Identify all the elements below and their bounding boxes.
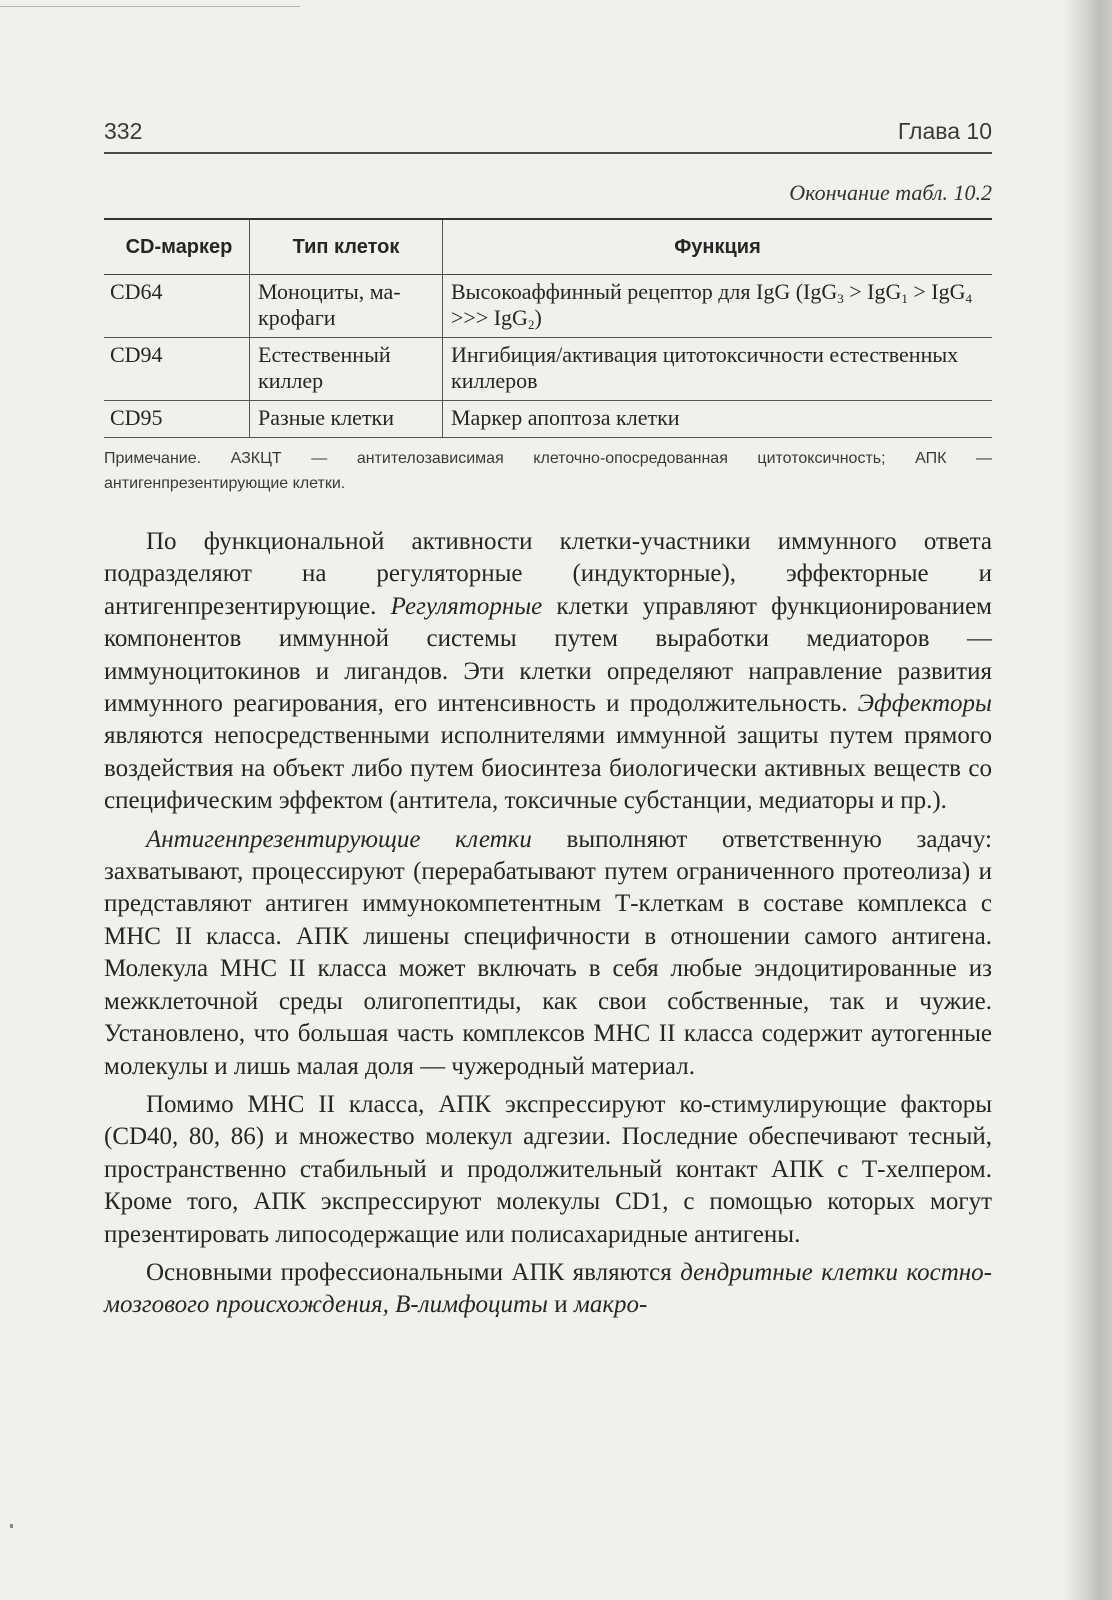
page-gutter-shadow (1062, 0, 1112, 1600)
paragraph (104, 526, 992, 818)
function-text: >>> IgG (451, 305, 528, 330)
emphasis-term: макро- (573, 1291, 648, 1319)
cell-marker: CD95 (104, 401, 250, 438)
emphasis-term: Регуляторные (390, 592, 543, 620)
emphasis-term: Эффекторы (857, 690, 992, 718)
paragraph (104, 824, 992, 1083)
table-row (104, 275, 992, 338)
column-header-function: Функция (443, 219, 993, 275)
column-header-marker: CD-маркер (104, 219, 250, 275)
function-text: > IgG (913, 279, 966, 304)
text-run: являются непосредственными исполнителями иммунной защиты путем прямого воздействия на объект либо путем биосинтеза биологически активных веществ со специфическим эффектом (антитела, токсичные субстанции, медиаторы и пр.). (104, 722, 992, 815)
top-edge-line (0, 6, 300, 7)
cell-function: Ингибиция/активация цитотоксичности естественных киллеров (443, 338, 993, 401)
text-run: выполняют ответственную задачу: захватывают, процессируют (перерабатывают путем ограниченного протеолиза) и представляют антиген иммунокомпетентным Т-клеткам в составе комплекса с МНС II класса. АПК лишены специфичности в отношении самого антигена. Молекула МНС II класса может включать в себя любые эндоцитированные из межклеточной среды олигопептиды, как свои собственные, так и чужие. Установлено, что большая часть комплексов МНС II класса содержит аутогенные молекулы и лишь малая доля — чужеродный материал. (104, 825, 992, 1080)
subscript: 2 (527, 317, 535, 332)
function-text: > IgG (849, 279, 902, 304)
chapter-title: Глава 10 (897, 118, 992, 144)
running-head (104, 118, 992, 145)
table-row (104, 338, 992, 401)
subscript: 4 (965, 291, 973, 306)
cell-function (443, 275, 993, 338)
header-rule (104, 152, 992, 154)
emphasis-term: дендритные клетки костно-мозгового происхождения, В-лимфоциты (104, 1258, 992, 1319)
scan-speck (10, 1524, 13, 1528)
paragraph: Помимо МНС II класса, АПК экспрессируют ко-стимулирующие факторы (CD40, 80, 86) и множество молекул адгезии. Последние обеспечивают тесный, пространственно стабильный и продолжительный контакт АПК с Т-хелпером. Кроме того, АПК экспрессируют молекулы CD1, с помощью которых могут презентировать липосодержащие или полисахаридные антигены. (104, 1090, 992, 1248)
subscript: 1 (901, 291, 908, 306)
paragraph (104, 1257, 992, 1322)
cd-marker-table (104, 218, 992, 438)
text-run: клетки управляют функционированием компонентов иммунной системы путем выработки медиаторов — иммуноцитокинов и лигандов. Эти клетки определяют направление развития иммунного реагирования, его интенсивность и продолжительность. (104, 592, 992, 718)
subscript: 3 (837, 291, 844, 306)
text-run: Основными профессиональными АПК являются (146, 1258, 681, 1286)
cell-cell-type: Естественный киллер (250, 338, 443, 401)
function-text: Высокоаффинный рецептор для IgG (IgG (451, 279, 838, 304)
text-run: и (547, 1291, 574, 1319)
cell-cell-type: Моноциты, ма-крофаги (250, 275, 443, 338)
table-footnote: Примечание. АЗКЦТ — антителозависимая клеточно-опосредованная цитотоксичность; АПК — антигенпрезентирующие клетки. (104, 450, 992, 492)
body-text (104, 526, 992, 1322)
table-row (104, 401, 992, 438)
page-number: 332 (104, 118, 143, 144)
text-run: По функциональной активности клетки-участники иммунного ответа подразделяют на регуляторные (индукторные), эффекторные и антигенпрезентирующие. (104, 528, 992, 620)
table-continuation-caption: Окончание табл. 10.2 (789, 180, 992, 205)
cell-function: Маркер апоптоза клетки (443, 401, 993, 438)
cell-marker: CD64 (104, 275, 250, 338)
function-text: ) (534, 305, 542, 330)
column-header-cell-type: Тип клеток (250, 219, 443, 275)
cell-marker: CD94 (104, 338, 250, 401)
emphasis-term: Антигенпрезентирующие клетки (146, 825, 532, 853)
table-header-row (104, 219, 992, 275)
cell-cell-type: Разные клетки (250, 401, 443, 438)
